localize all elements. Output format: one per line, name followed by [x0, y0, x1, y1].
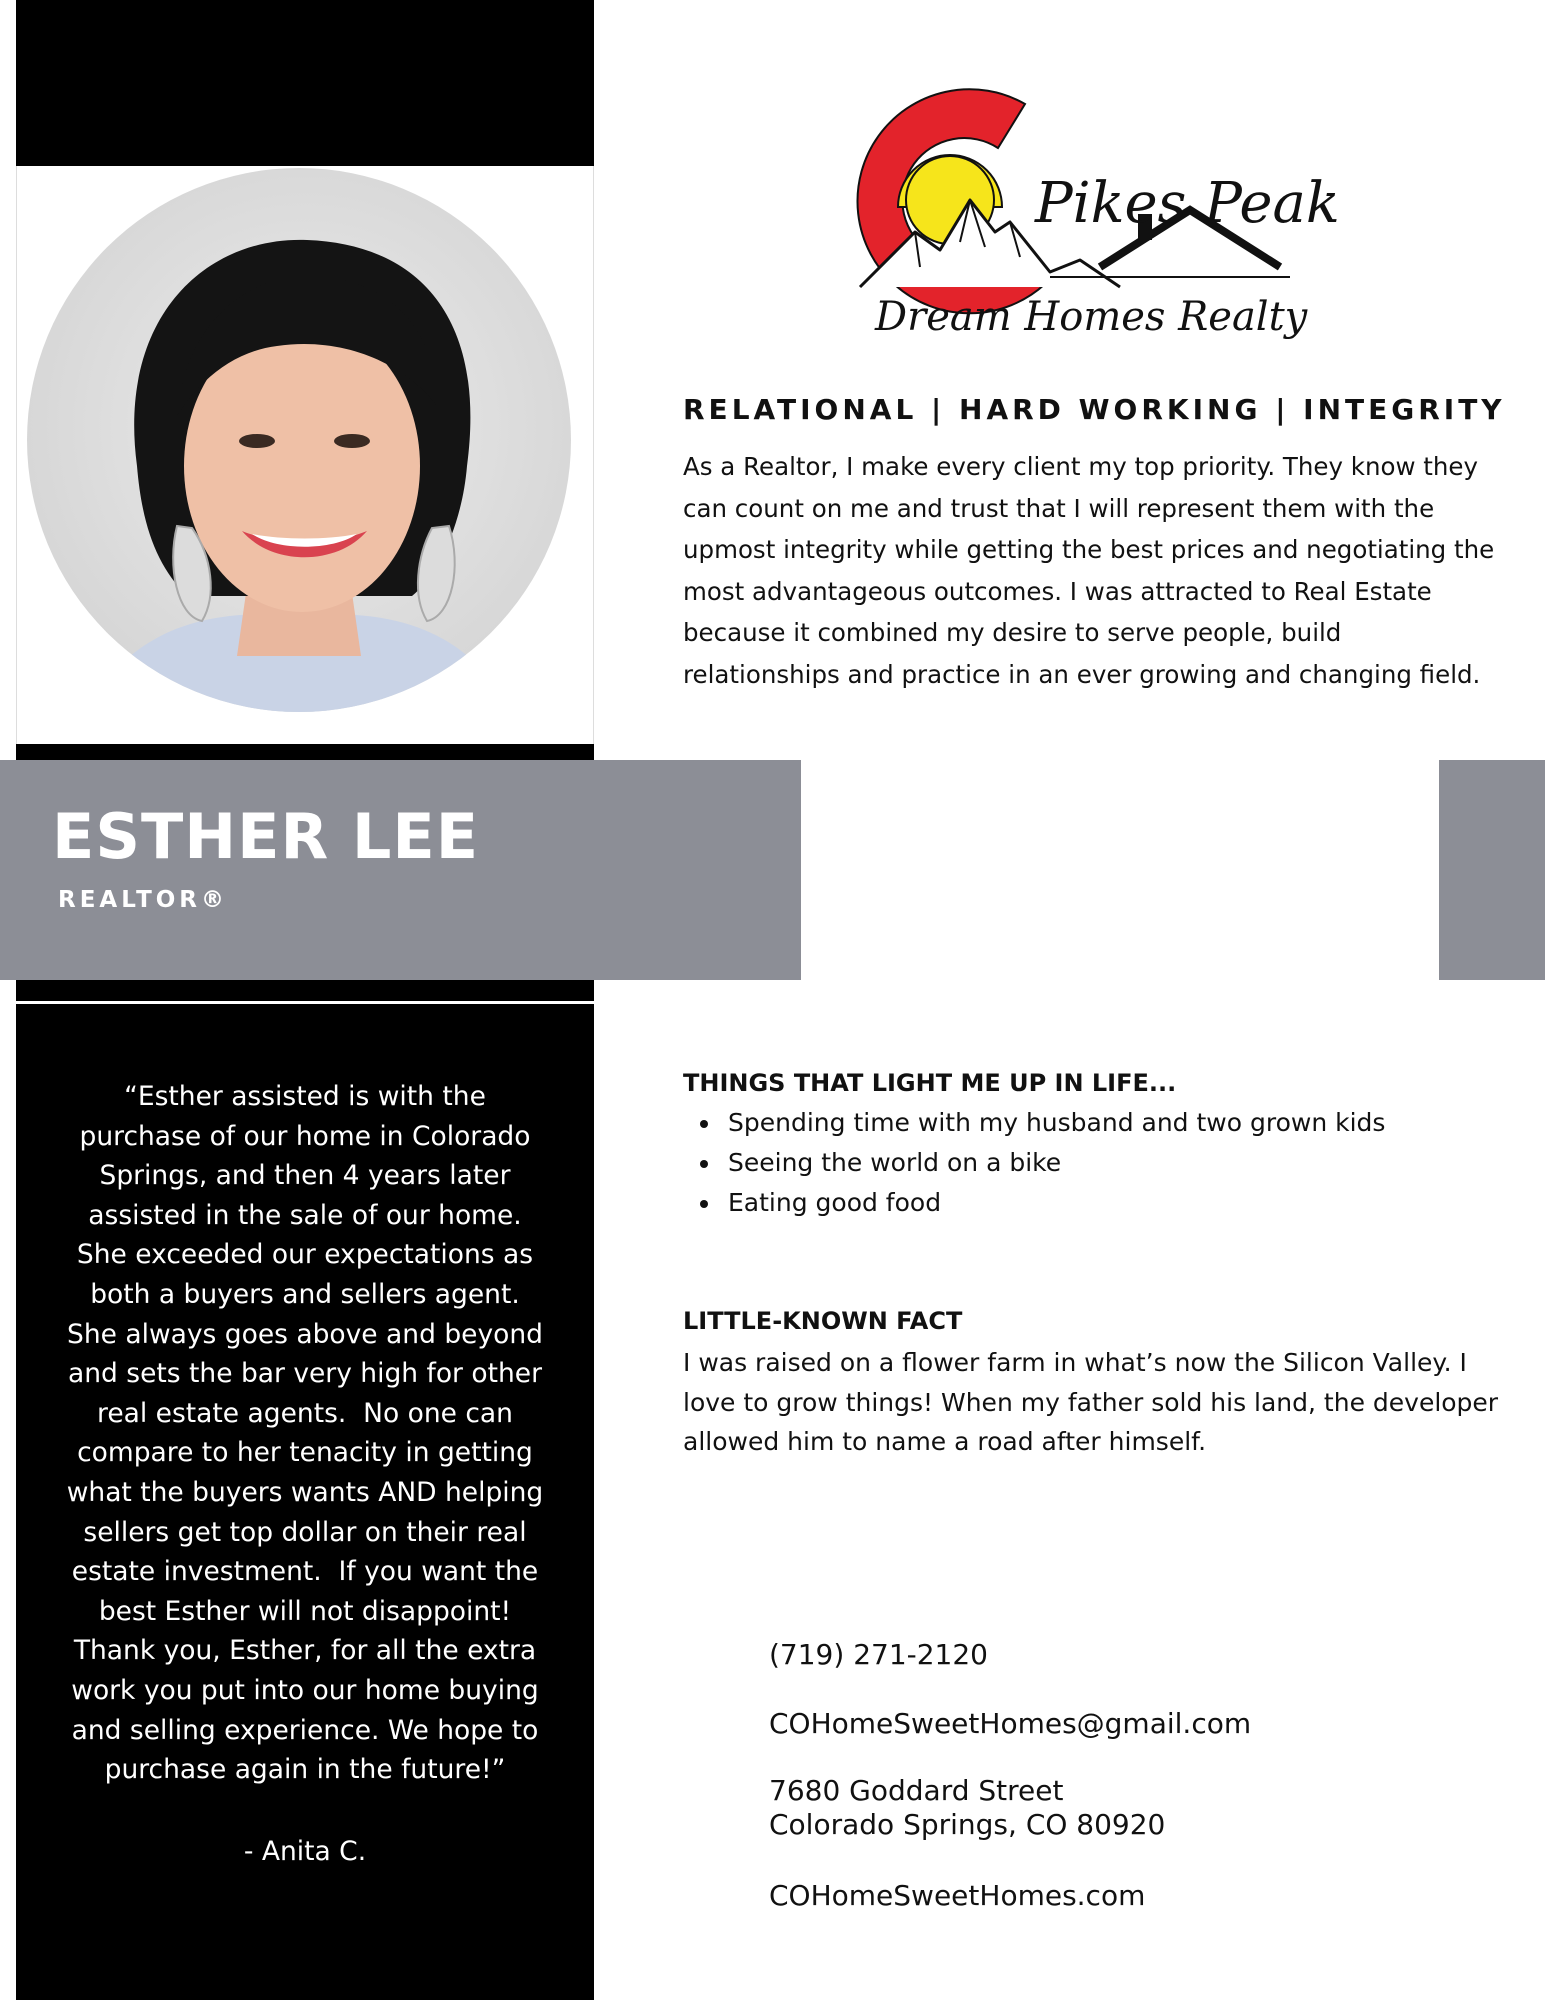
testimonial-line: both a buyers and sellers agent. [90, 1278, 520, 1310]
right-grey-block [1439, 760, 1545, 980]
logo-line1: Pikes Peak [1035, 171, 1340, 236]
lightup-heading: THINGS THAT LIGHT ME UP IN LIFE... [683, 1069, 1177, 1097]
left-mid-band [16, 744, 594, 760]
testimonial-line: best Esther will not disappoint! [98, 1595, 512, 1627]
testimonial-text [44, 1077, 566, 1790]
photo-panel [16, 166, 594, 744]
testimonial-line: estate investment. If you want the [71, 1556, 539, 1588]
portrait-photo [17, 166, 593, 744]
testimonial-line: She always goes above and beyond [67, 1318, 543, 1350]
testimonial-line: “Esther assisted is with the [124, 1081, 486, 1112]
testimonial-line: Thank you, Esther, for all the extra [73, 1635, 537, 1667]
testimonial-line: She exceeded our expectations as [76, 1239, 534, 1271]
testimonial-line: real estate agents. No one can [97, 1397, 513, 1429]
testimonial-line: and sets the bar very high for other [68, 1358, 542, 1390]
list-item: Eating good food [683, 1183, 1385, 1223]
lightup-list [683, 1103, 1385, 1223]
testimonial-author: - Anita C. [243, 1836, 367, 1867]
contact-phone[interactable]: (719) 271-2120 [769, 1638, 988, 1671]
list-item: Spending time with my husband and two grown kids [683, 1103, 1385, 1143]
address-line1: 7680 Goddard Street [769, 1774, 1064, 1807]
testimonial-line: Springs, and then 4 years later [99, 1160, 511, 1192]
testimonial-line: sellers get top dollar on their real [83, 1516, 527, 1548]
company-logo [820, 82, 1350, 352]
testimonial-line: and selling experience. We hope to [71, 1714, 539, 1746]
left-top-band [16, 0, 594, 166]
agent-name: ESTHER LEE [52, 800, 480, 873]
fact-text: I was raised on a flower farm in what’s now the Silicon Valley. I love to grow things! When my father sold his land, the developer allowed him to name a road after himself. [683, 1348, 1499, 1456]
testimonial-line: assisted in the sale of our home. [88, 1199, 522, 1231]
tagline: RELATIONAL | HARD WORKING | INTEGRITY [683, 393, 1506, 426]
testimonial-line: what the buyers wants AND helping [66, 1476, 544, 1508]
agent-title: REALTOR® [58, 887, 229, 913]
testimonial-line: purchase of our home in Colorado [79, 1120, 531, 1152]
testimonial-line: work you put into our home buying [71, 1674, 539, 1706]
contact-website[interactable]: COHomeSweetHomes.com [769, 1879, 1146, 1912]
contact-email[interactable]: COHomeSweetHomes@gmail.com [769, 1707, 1252, 1740]
testimonial-line: purchase again in the future!” [104, 1754, 506, 1786]
testimonial-line: compare to her tenacity in getting [77, 1437, 533, 1469]
divider-line [16, 1001, 594, 1004]
contact-address [769, 1774, 1165, 1842]
list-item: Seeing the world on a bike [683, 1143, 1385, 1183]
logo-line2: Dream Homes Realty [875, 294, 1308, 340]
address-line2: Colorado Springs, CO 80920 [769, 1808, 1166, 1841]
fact-heading: LITTLE-KNOWN FACT [683, 1307, 963, 1335]
bio-paragraph: As a Realtor, I make every client my top priority. They know they can count on me and trust that I will represent them with the upmost integrity while getting the best prices and negotiating the most advantageous outcomes. I was attracted to Real Estate because it combined my desire to serve people, build relationships and practice in an ever growing and changing field. [683, 452, 1495, 689]
